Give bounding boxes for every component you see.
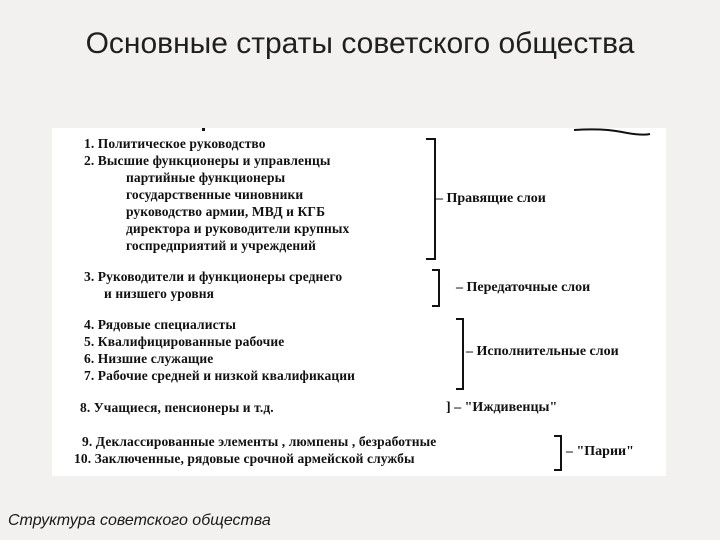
executive-label: – Исполнительные слои — [466, 344, 619, 359]
pariahs-bracket — [554, 435, 562, 471]
dependents-label: ] – "Иждивенцы" — [446, 400, 558, 415]
ruling-bracket — [426, 138, 436, 260]
stratum-line-10: 10. Заключенные, рядовые срочной армейской службы — [74, 451, 415, 466]
stratum-subline: государственные чиновники — [126, 187, 304, 202]
stratum-subline: госпредприятий и учреждений — [126, 238, 317, 253]
stratum-line-4: 4. Рядовые специалисты — [84, 317, 237, 332]
stratum-line-3: 3. Руководители и функционеры среднего — [84, 269, 343, 284]
stratum-line-5: 5. Квалифицированные рабочие — [84, 334, 285, 349]
stratum-line-8: 8. Учащиеся, пенсионеры и т.д. — [80, 400, 274, 415]
stratum-line-2: 2. Высшие функционеры и управленцы — [84, 153, 331, 168]
stratum-subline: и низшего уровня — [104, 286, 215, 301]
strata-scan — [52, 128, 666, 476]
stratum-line-9: 9. Деклассированные элементы , люмпены , безработные — [82, 434, 437, 449]
slide-caption: Структура советского общества — [8, 512, 271, 529]
pariahs-label: – "Парии" — [566, 444, 634, 459]
stratum-line-6: 6. Низшие служащие — [84, 351, 214, 366]
executive-bracket — [456, 318, 464, 390]
stratum-line-7: 7. Рабочие средней и низкой квалификации — [84, 368, 356, 383]
stratum-subline: руководство армии, МВД и КГБ — [126, 204, 326, 219]
scan-artifact — [572, 128, 652, 138]
scan-artifact-dot — [200, 128, 210, 134]
transmitting-bracket — [432, 269, 440, 307]
slide-title — [0, 22, 720, 66]
ruling-label: – Правящие слои — [436, 191, 546, 206]
stratum-line-1: 1. Политическое руководство — [84, 136, 266, 151]
stratum-subline: директора и руководители крупных — [126, 221, 350, 236]
stratum-subline: партийные функционеры — [126, 170, 286, 185]
transmitting-label: – Передаточные слои — [456, 280, 591, 295]
title-text: Основные страты советского общества — [85, 27, 635, 60]
